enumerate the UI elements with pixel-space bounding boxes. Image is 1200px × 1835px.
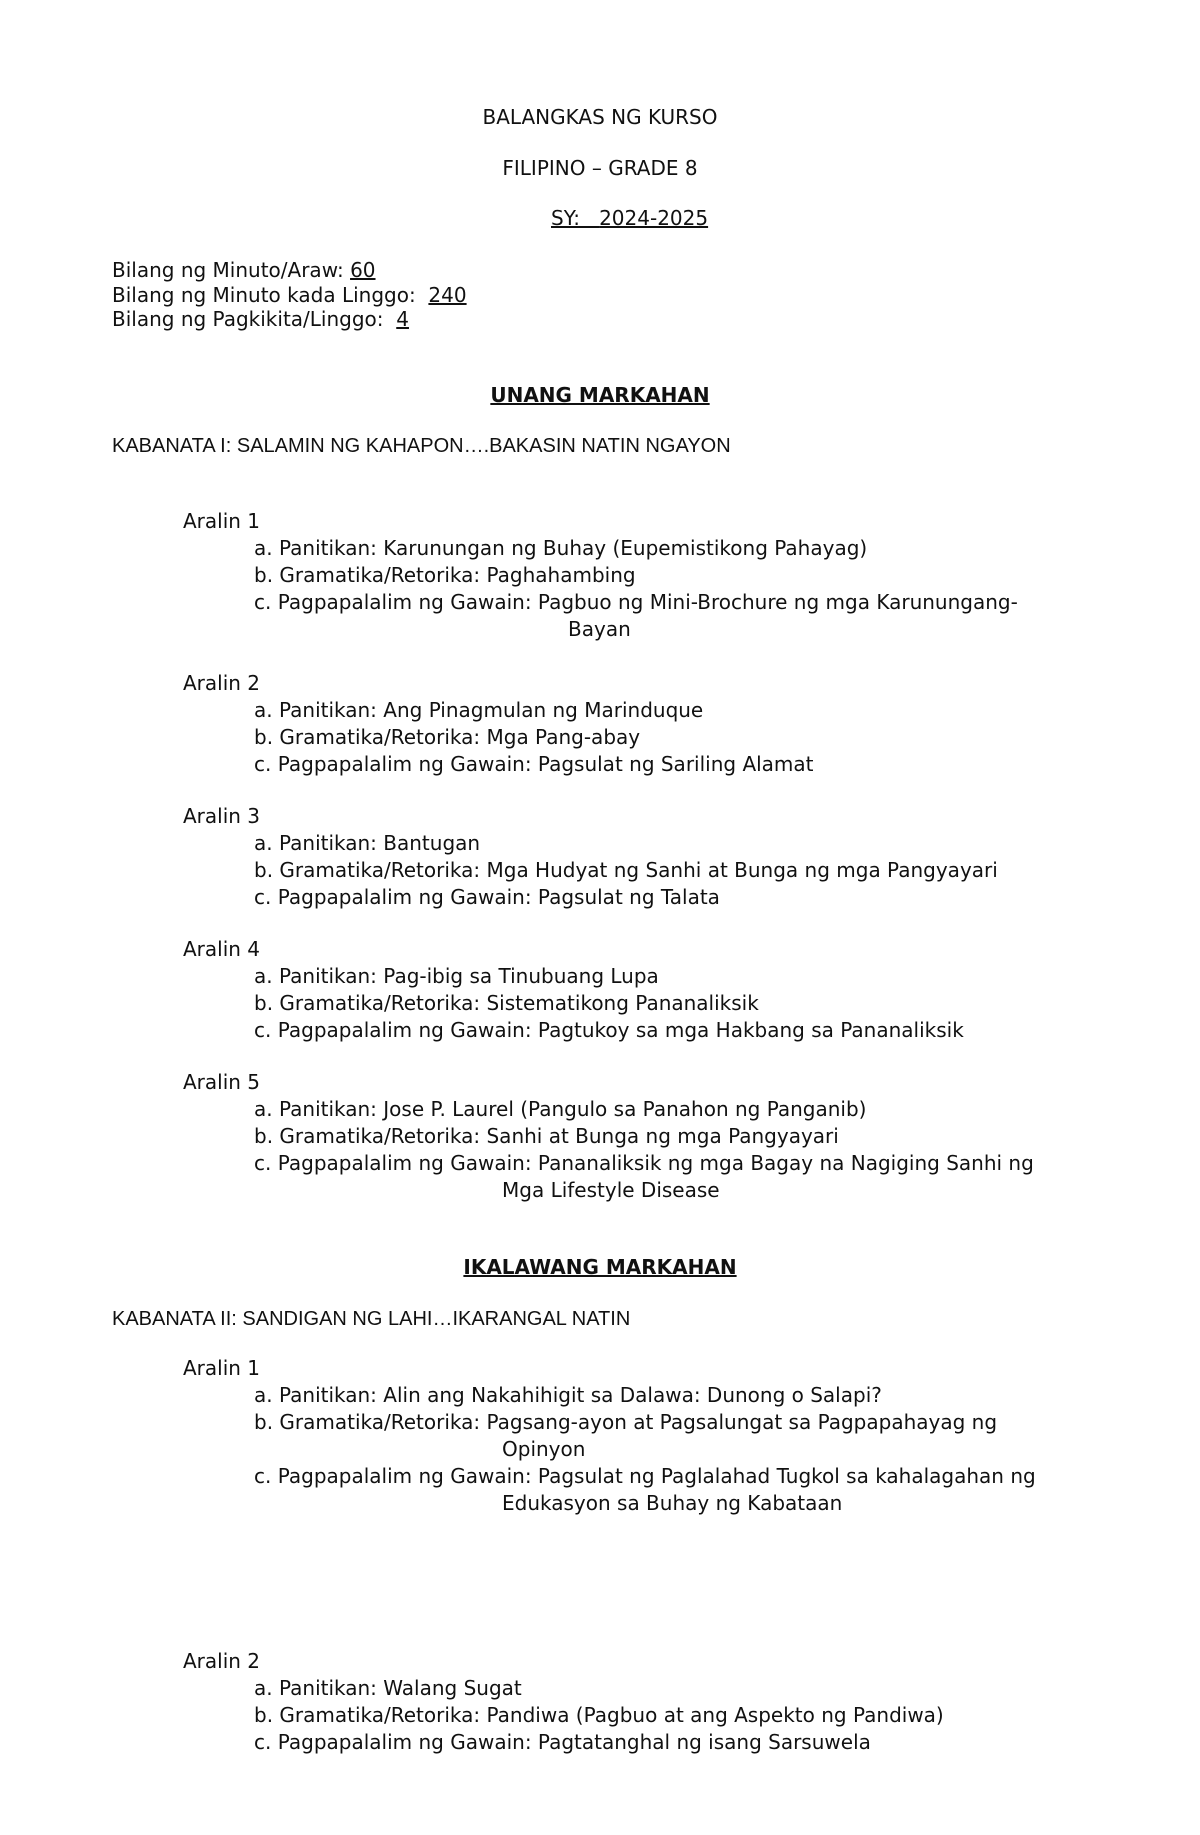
aralin-item-continued: Opinyon xyxy=(502,1437,586,1461)
quarter-heading: UNANG MARKAHAN xyxy=(490,383,710,407)
subject-title: FILIPINO – GRADE 8 xyxy=(502,156,698,180)
aralin-item: c. Pagpapalalim ng Gawain: Pagtatanghal ng isang Sarsuwela xyxy=(254,1730,871,1754)
kabanata-title: KABANATA II: SANDIGAN NG LAHI…IKARANGAL NATIN xyxy=(112,1308,631,1330)
aralin-item: a. Panitikan: Pag-ibig sa Tinubuang Lupa xyxy=(254,964,659,988)
aralin-item: b. Gramatika/Retorika: Pandiwa (Pagbuo at ang Aspekto ng Pandiwa) xyxy=(254,1703,944,1727)
aralin-item: c. Pagpapalalim ng Gawain: Pananaliksik ng mga Bagay na Nagiging Sanhi ng xyxy=(254,1151,1034,1175)
info-label: Bilang ng Pagkikita/Linggo: xyxy=(112,307,384,331)
info-minutes-per-day xyxy=(112,257,376,283)
school-year xyxy=(551,205,708,231)
sy-label: SY: xyxy=(551,206,580,230)
aralin-item-continued: Edukasyon sa Buhay ng Kabataan xyxy=(502,1491,843,1515)
aralin-item: a. Panitikan: Bantugan xyxy=(254,831,481,855)
aralin-item-continued: Bayan xyxy=(568,617,631,641)
info-meetings-per-week xyxy=(112,306,409,332)
kabanata-title: KABANATA I: SALAMIN NG KAHAPON….BAKASIN NATIN NGAYON xyxy=(112,435,731,457)
aralin-item: b. Gramatika/Retorika: Sistematikong Pananaliksik xyxy=(254,991,759,1015)
aralin-label: Aralin 2 xyxy=(183,1649,261,1673)
info-value: 60 xyxy=(350,258,376,282)
aralin-item: a. Panitikan: Alin ang Nakahihigit sa Dalawa: Dunong o Salapi? xyxy=(254,1383,882,1407)
info-value: 4 xyxy=(396,307,409,331)
info-minutes-per-week xyxy=(112,282,467,308)
aralin-item: b. Gramatika/Retorika: Paghahambing xyxy=(254,563,636,587)
aralin-label: Aralin 3 xyxy=(183,804,261,828)
document-title: BALANGKAS NG KURSO xyxy=(482,105,718,129)
aralin-item: b. Gramatika/Retorika: Sanhi at Bunga ng mga Pangyayari xyxy=(254,1124,839,1148)
aralin-label: Aralin 1 xyxy=(183,1356,261,1380)
aralin-item: c. Pagpapalalim ng Gawain: Pagsulat ng Sariling Alamat xyxy=(254,752,814,776)
aralin-item: b. Gramatika/Retorika: Pagsang-ayon at Pagsalungat sa Pagpapahayag ng xyxy=(254,1410,998,1434)
aralin-label: Aralin 2 xyxy=(183,671,261,695)
quarter-heading: IKALAWANG MARKAHAN xyxy=(463,1255,737,1279)
aralin-item: b. Gramatika/Retorika: Mga Pang-abay xyxy=(254,725,641,749)
info-label: Bilang ng Minuto kada Linggo: xyxy=(112,283,416,307)
aralin-label: Aralin 4 xyxy=(183,937,261,961)
aralin-item: c. Pagpapalalim ng Gawain: Pagsulat ng Paglalahad Tugkol sa kahalagahan ng xyxy=(254,1464,1036,1488)
aralin-item-continued: Mga Lifestyle Disease xyxy=(502,1178,720,1202)
sy-value: 2024-2025 xyxy=(599,206,709,230)
aralin-item: a. Panitikan: Jose P. Laurel (Pangulo sa Panahon ng Panganib) xyxy=(254,1097,867,1121)
aralin-item: a. Panitikan: Karunungan ng Buhay (Eupemistikong Pahayag) xyxy=(254,536,868,560)
aralin-label: Aralin 5 xyxy=(183,1070,261,1094)
info-value: 240 xyxy=(428,283,467,307)
aralin-item: a. Panitikan: Ang Pinagmulan ng Marinduque xyxy=(254,698,704,722)
aralin-item: c. Pagpapalalim ng Gawain: Pagtukoy sa mga Hakbang sa Pananaliksik xyxy=(254,1018,964,1042)
aralin-item: a. Panitikan: Walang Sugat xyxy=(254,1676,522,1700)
aralin-item: c. Pagpapalalim ng Gawain: Pagbuo ng Mini-Brochure ng mga Karunungang- xyxy=(254,590,1018,614)
aralin-label: Aralin 1 xyxy=(183,509,261,533)
info-label: Bilang ng Minuto/Araw: xyxy=(112,258,344,282)
sy-gap xyxy=(580,206,599,230)
aralin-item: c. Pagpapalalim ng Gawain: Pagsulat ng Talata xyxy=(254,885,720,909)
aralin-item: b. Gramatika/Retorika: Mga Hudyat ng Sanhi at Bunga ng mga Pangyayari xyxy=(254,858,998,882)
